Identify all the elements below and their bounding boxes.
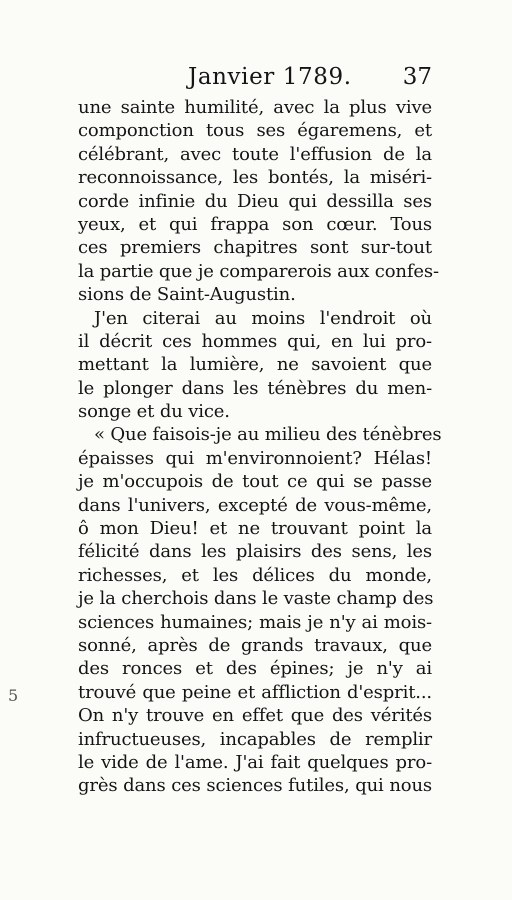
text-line: ô mon Dieu! et ne trouvant point la [78,518,432,540]
text-line: le vide de l'ame. J'ai fait quelques pro- [78,751,432,773]
text-line: componction tous ses égaremens, et [78,120,432,142]
page-number: 37 [402,64,432,90]
margin-mark: 5 [8,686,19,705]
text-line: dans l'univers, excepté de vous-même, [78,494,432,516]
text-line: richesses, et les délices du monde, [78,564,432,586]
text-line: sions de Saint-Augustin. [78,284,296,306]
text-line: des ronces et des épines; je n'y ai [78,658,432,680]
text-line: sonné, après de grands travaux, que [78,634,432,656]
text-line: grès dans ces sciences futiles, qui nous [78,775,432,797]
text-line: songe et du vice. [78,401,230,423]
text-line: félicité dans les plaisirs des sens, les [78,541,432,563]
text-line: ces premiers chapitres sont sur-tout [78,237,432,259]
page-body-text [78,96,442,798]
running-head [78,64,432,98]
text-line: la partie que je comparerois aux confes- [78,260,439,282]
text-line: le plonger dans les ténèbres du men- [78,377,432,399]
text-line: J'en citerai au moins l'endroit où [94,307,432,329]
text-line: il décrit ces hommes qui, en lui pro- [78,330,432,352]
text-line: « Que faisois-je au milieu des ténèbres [94,424,442,446]
text-line: sciences humaines; mais je n'y ai mois- [78,611,432,633]
text-line: trouvé que peine et affliction d'esprit... [78,681,432,703]
text-line: je m'occupois de tout ce qui se passe [78,471,432,493]
text-line: mettant la lumière, ne savoient que [78,354,432,376]
text-line: je la cherchois dans le vaste champ des [78,588,434,610]
text-line: une sainte humilité, avec la plus vive [78,97,432,118]
text-line: On n'y trouve en effet que des vérités [78,705,432,727]
text-line: infructueuses, incapables de remplir [78,728,432,750]
text-line: corde infinie du Dieu qui dessilla ses [78,190,432,212]
running-title: Janvier 1789. [188,64,352,90]
text-line: yeux, et qui frappa son cœur. Tous [78,213,432,235]
text-line: célébrant, avec toute l'effusion de la [78,143,432,165]
text-line: reconnoissance, les bontés, la miséri- [78,167,432,189]
text-line: épaisses qui m'environnoient? Hélas! [78,447,432,469]
